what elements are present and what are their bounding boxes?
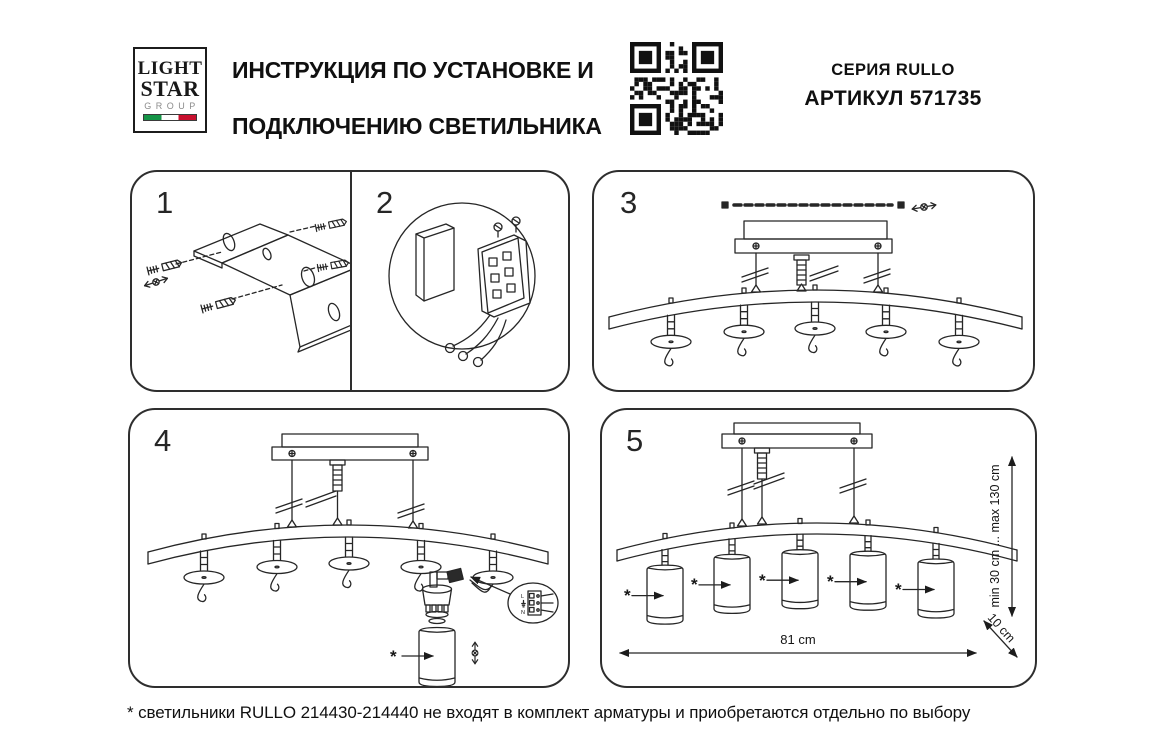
asterisk-mark: * xyxy=(390,647,397,666)
terminal-label-line: L xyxy=(521,594,525,600)
asterisk-mark: * xyxy=(759,571,766,590)
panel-step-1-2 xyxy=(130,170,570,392)
bracket-diagram xyxy=(132,172,350,390)
asterisk-mark: * xyxy=(624,586,631,605)
asterisk-mark: * xyxy=(895,580,902,599)
screw-icon xyxy=(912,202,937,212)
dim-width-label: 81 cm xyxy=(780,632,816,647)
terminal-detail xyxy=(508,583,558,623)
panel-step-5 xyxy=(600,408,1037,688)
qr-code xyxy=(630,42,723,135)
suspension-cables xyxy=(276,460,424,528)
product-info xyxy=(788,61,998,111)
screw-dowel-right-top xyxy=(315,218,347,231)
dimension-height xyxy=(988,457,1012,616)
dim-depth-label: 10 cm xyxy=(984,610,1018,646)
wires xyxy=(446,315,507,367)
title-line-1: ИНСТРУКЦИЯ ПО УСТАНОВКЕ И xyxy=(232,57,594,83)
lamp-shade xyxy=(419,628,455,687)
logo-word-group: GROUP xyxy=(144,100,200,111)
dimension-depth xyxy=(984,611,1018,657)
terminal-screw xyxy=(494,223,502,237)
step-4-number: 4 xyxy=(154,423,172,458)
asterisk-mark: * xyxy=(827,572,834,591)
lamp-connection-diagram xyxy=(130,410,568,686)
plug xyxy=(447,568,463,582)
mounting-plate xyxy=(272,434,428,460)
suspension-cables xyxy=(742,253,890,292)
asterisk-mark: * xyxy=(691,575,698,594)
page-title xyxy=(232,56,602,140)
lamp-holders xyxy=(651,302,979,366)
frame-assembly-diagram xyxy=(594,172,1033,390)
step-3-number: 3 xyxy=(620,185,638,220)
ceiling-line xyxy=(722,202,904,208)
dimension-width xyxy=(620,632,976,653)
assembled-fixture-diagram xyxy=(602,410,1035,686)
logo-word-light: LIGHT xyxy=(137,57,203,79)
screw-icon xyxy=(144,275,169,289)
step-5-number: 5 xyxy=(626,423,644,458)
panel-step-3 xyxy=(592,170,1035,392)
lamp-socket xyxy=(423,572,452,624)
step-1-number: 1 xyxy=(156,185,174,220)
mounting-plate xyxy=(722,423,872,448)
wiring-detail-diagram xyxy=(350,172,570,390)
panel-step-4 xyxy=(128,408,570,688)
mounting-plate xyxy=(735,221,892,253)
screw-icon xyxy=(472,642,478,664)
lightstar-logo xyxy=(133,47,207,133)
terminal-label-neutral: N xyxy=(521,610,525,616)
series-label: СЕРИЯ RULLO xyxy=(831,61,955,79)
title-line-2: ПОДКЛЮЧЕНИЮ СВЕТИЛЬНИКА xyxy=(232,113,602,139)
screw-dowel-bottom xyxy=(201,296,236,313)
article-label: АРТИКУЛ 571735 xyxy=(804,87,982,110)
logo-word-star: STAR xyxy=(140,75,200,101)
suspension-cables xyxy=(728,448,866,526)
screw-dowel-left xyxy=(147,259,182,275)
footnote-text: * светильники RULLO 214430-214440 не входят в комплект арматуры и приобретаются отдельно по выбору xyxy=(127,703,971,722)
step-2-number: 2 xyxy=(376,185,394,220)
italian-flag-bar xyxy=(143,114,197,121)
dim-height-label: min 30 cm ... max 130 cm xyxy=(988,464,1002,608)
